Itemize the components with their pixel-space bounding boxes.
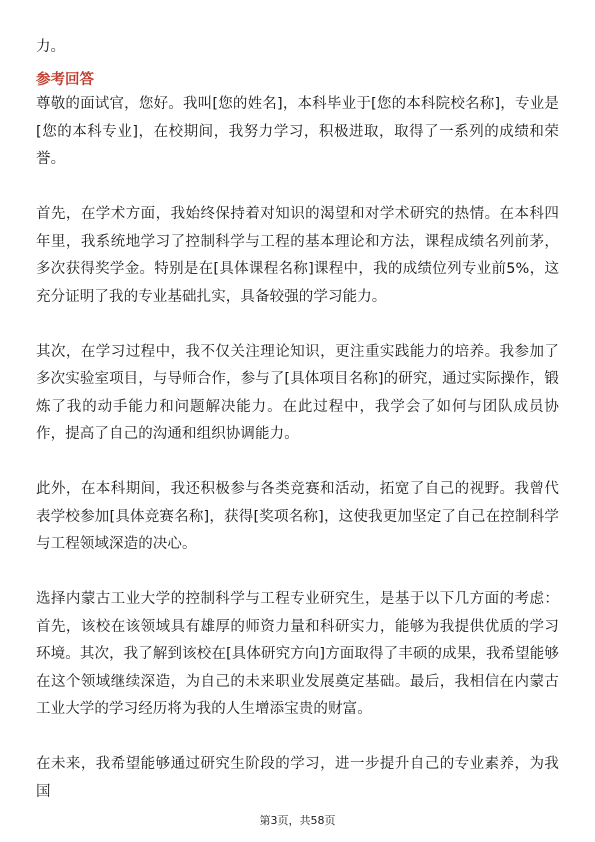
paragraph-greeting: 尊敬的面试官，您好。我叫[您的姓名]，本科毕业于[您的本科院校名称]，专业是[您的本科专业]，在校期间，我努力学习，积极进取，取得了一系列的成绩和荣誉。 — [36, 96, 559, 167]
paragraph-school-choice: 选择内蒙古工业大学的控制科学与工程专业研究生，是基于以下几方面的考虑：首先，该校在该领域具有雄厚的师资力量和科研实力，能够为我提供优质的学习环境。其次，我了解到该校在[具体研究方向]方面取得了丰硕的成果，我希望能够在这个领域继续深造，为自己的未来职业发展奠定基础。最后，我相信在内蒙古工业大学的学习经历将为我的人生增添宝贵的财富。 — [36, 591, 559, 717]
continued-text-fragment: 力。 — [36, 39, 65, 55]
page-content — [36, 34, 559, 806]
section-heading: 参考回答 — [36, 72, 94, 88]
page-number-footer: 第3页，共58页 — [259, 814, 336, 827]
paragraph-academics: 首先，在学术方面，我始终保持着对知识的渴望和对学术研究的热情。在本科四年里，我系统地学习了控制科学与工程的基本理论和方法，课程成绩名列前茅，多次获得奖学金。特别是在[具体课程名称]课程中，我的成绩位列专业前5%，这充分证明了我的专业基础扎实，具备较强的学习能力。 — [36, 206, 559, 305]
paragraph-future: 在未来，我希望能够通过研究生阶段的学习，进一步提升自己的专业素养，为我国 — [36, 756, 559, 800]
paragraph-competitions: 此外，在本科期间，我还积极参与各类竞赛和活动，拓宽了自己的视野。我曾代表学校参加[具体竞赛名称]，获得[奖项名称]，这使我更加坚定了自己在控制科学与工程领域深造的决心。 — [36, 481, 559, 552]
paragraph-practice: 其次，在学习过程中，我不仅关注理论知识，更注重实践能力的培养。我参加了多次实验室项目，与导师合作，参与了[具体项目名称]的研究，通过实际操作，锻炼了我的动手能力和问题解决能力。在此过程中，我学会了如何与团队成员协作，提高了自己的沟通和组织协调能力。 — [36, 343, 559, 442]
